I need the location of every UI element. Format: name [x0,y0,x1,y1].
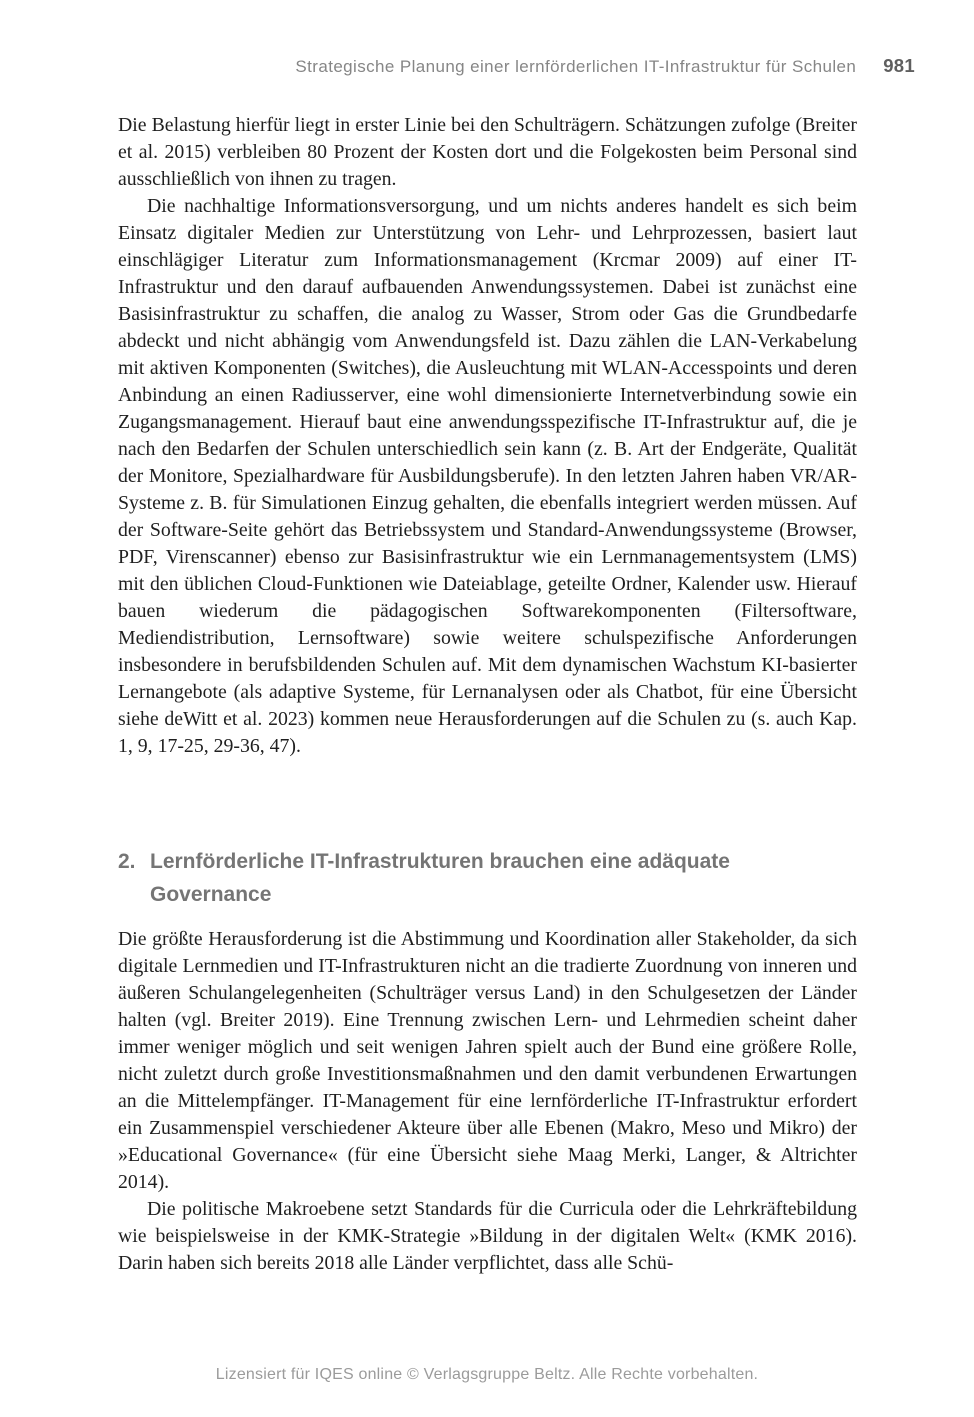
page-number: 981 [883,55,915,76]
page-header [295,55,915,77]
paragraph: Die größte Herausforderung ist die Abstimmung und Koordination aller Stakeholder, da sich digitale Lernmedien und IT-Infrastrukturen nicht an die tradierte Zuordnung von inneren und äußeren Schulangelegenheiten (Schulträger versus Land) in den Schulgesetzen der Länder halten (vgl. Breiter 2019). Eine Trennung zwischen Lern- und Lehrmedien scheint daher immer weniger möglich und seit wenigen Jahren spielt auch der Bund eine größere Rolle, nicht zuletzt durch große Investitionsmaßnahmen und den damit verbundenen Erwartungen an die Mittelempfänger. IT-Management für eine lernförderliche IT-Infrastruktur erfordert ein Zusammenspiel verschiedener Akteure über alle Ebenen (Makro, Meso und Mikro) der »Educational Governance« (für eine Übersicht siehe Maag Merki, Langer, & Altrichter 2014). [118,928,857,1193]
section-heading-line-1: Lernförderliche IT-Infrastrukturen brauchen eine adäquate [150,850,730,873]
running-title: Strategische Planung einer lernförderlichen IT-Infrastruktur für Schulen [295,57,857,76]
section-heading-number: 2. [118,850,136,873]
paragraph: Die politische Makroebene setzt Standards für die Curricula oder die Lehrkräftebildung wie beispielsweise in der KMK-Strategie »Bildung in der digitalen Welt« (KMK 2016). Darin haben sich bereits 2018 alle Länder verpflichtet, dass alle Schü- [118,1198,857,1274]
section-heading [118,845,857,911]
page-footer [0,1366,974,1384]
section-2 [118,845,857,1277]
section-heading-title [150,845,730,911]
paragraph: Die Belastung hierfür liegt in erster Linie bei den Schulträgern. Schätzungen zufolge (Breiter et al. 2015) verbleiben 80 Prozent der Kosten dort und die Folgekosten beim Personal sind ausschließlich von ihnen zu tragen. [118,114,857,190]
license-text: Lizensiert für IQES online © Verlagsgruppe Beltz. Alle Rechte vorbehalten. [215,1366,759,1383]
paragraph: Die nachhaltige Informationsversorgung, und um nichts anderes handelt es sich beim Einsatz digitaler Medien zur Unterstützung von Lehr- und Lehrprozessen, basiert laut einschlägiger Literatur zum Informationsmanagement (Krcmar 2009) auf einer IT-Infrastruktur und den darauf aufbauenden Anwendungssystemen. Dabei ist zunächst eine Basisinfrastruktur zu schaffen, die analog zu Wasser, Strom oder Gas die Grundbedarfe abdeckt und nicht abhängig vom Anwendungsfeld ist. Dazu zählen die LAN-Verkabelung mit aktiven Komponenten (Switches), die Ausleuchtung mit WLAN-Accesspoints und deren Anbindung an einen Radiusserver, eine wohl dimensionierte Internetverbindung sowie ein Zugangsmanagement. Hierauf baut eine anwendungsspezifische IT-Infrastruktur auf, die je nach den Bedarfen der Schulen unterschiedlich sein kann (z. B. Art der Endgeräte, Qualität der Monitore, Spezialhardware für Ausbildungsberufe). In den letzten Jahren haben VR/AR-Systeme z. B. für Simulationen Einzug gehalten, die ebenfalls integriert werden müssen. Auf der Software-Seite gehört das Betriebssystem und Standard-Anwendungssysteme (Browser, PDF, Virenscanner) ebenso zur Basisinfrastruktur wie ein Lernmanagementsystem (LMS) mit den üblichen Cloud-Funktionen wie Dateiablage, geteilte Ordner, Kalender usw. Hierauf bauen wiederum die pädagogischen Softwarekomponenten (Filtersoftware, Mediendistribution, Lernsoftware) sowie weitere schulspezifische Anforderungen insbesondere in berufsbildenden Schulen auf. Mit dem dynamischen Wachstum KI-basierter Lernangebote (als adaptive Systeme, für Lernanalysen oder als Chatbot, für eine Übersicht siehe deWitt et al. 2023) kommen neue Herausforderungen auf die Schulen zu (s. auch Kap. 1, 9, 17-25, 29-36, 47). [118,195,857,757]
section-heading-line-2: Governance [150,883,272,906]
section-1-text [118,112,857,760]
